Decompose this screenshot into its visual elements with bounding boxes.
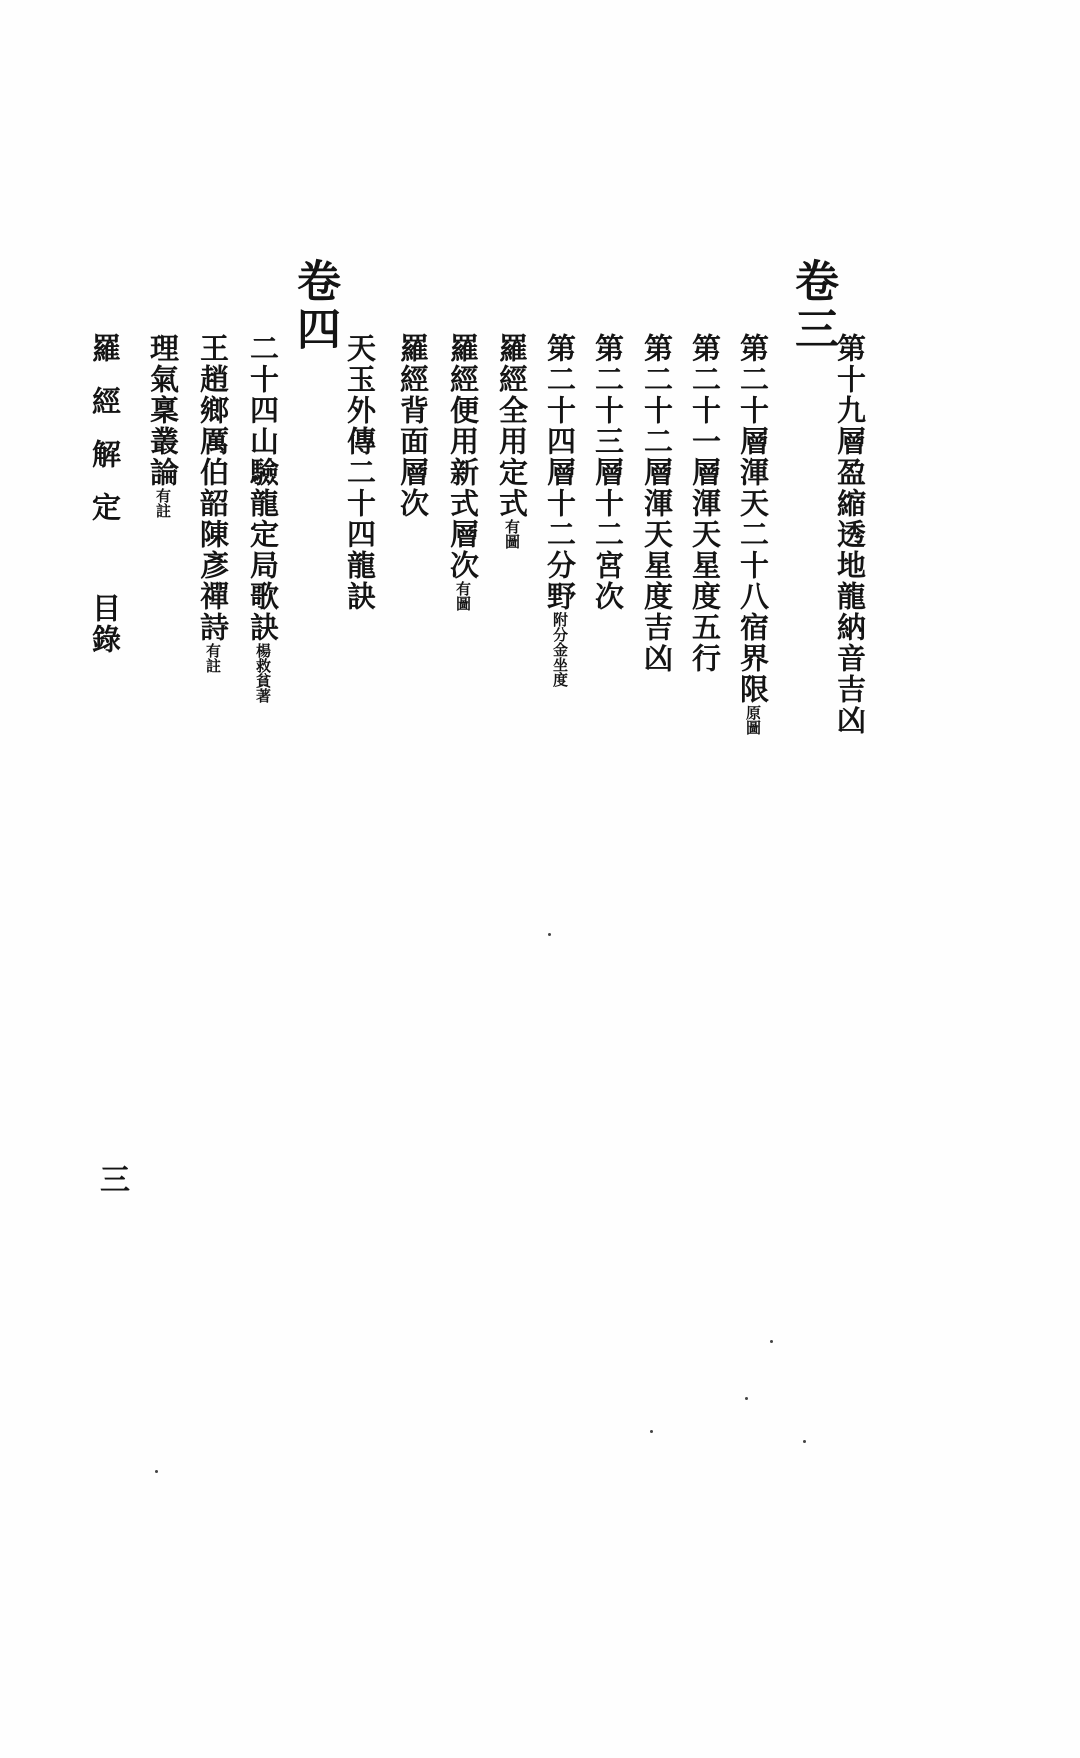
toc-entry: 羅經背面層次 — [396, 333, 430, 519]
running-footer — [88, 333, 122, 655]
scan-speck — [803, 1440, 806, 1443]
book-title-char: 定 — [88, 492, 122, 523]
toc-entry: 第二十層渾天二十八宿界限原圖 — [736, 333, 770, 735]
toc-entry-note: 有註 — [204, 643, 222, 673]
section-label: 目錄 — [88, 593, 122, 655]
toc-entry: 二十四山驗龍定局歌訣楊救貧著 — [246, 333, 280, 703]
volume-3-heading: 卷三 — [787, 258, 838, 354]
toc-entry-note: 有註 — [154, 488, 172, 518]
toc-entry: 天玉外傳二十四龍訣 — [343, 333, 377, 612]
toc-entry: 羅經便用新式層次有圖 — [446, 333, 480, 611]
scan-speck — [155, 1470, 158, 1473]
scan-speck — [548, 933, 551, 936]
toc-entry: 第二十一層渾天星度五行 — [688, 333, 722, 674]
scan-speck — [745, 1397, 748, 1400]
volume-4-heading: 卷四 — [289, 258, 340, 354]
page-number: 三 — [100, 1163, 130, 1198]
scan-speck — [770, 1340, 773, 1343]
toc-entry: 王趙鄉厲伯韶陳彥禪詩有註 — [196, 333, 230, 673]
scan-speck — [650, 1430, 653, 1433]
toc-entry: 第十九層盈縮透地龍納音吉凶 — [833, 333, 867, 736]
book-title-char: 解 — [88, 439, 122, 470]
toc-entry: 第二十三層十二宮次 — [591, 333, 625, 612]
toc-entry-note: 有圖 — [503, 519, 521, 549]
toc-entry-note: 附分金坐度 — [551, 612, 569, 687]
toc-entry-note: 有圖 — [454, 581, 472, 611]
toc-entry: 第二十四層十二分野附分金坐度 — [543, 333, 577, 687]
toc-entry: 第二十二層渾天星度吉凶 — [640, 333, 674, 674]
toc-entry-note: 原圖 — [744, 705, 762, 735]
toc-entry-note: 楊救貧著 — [254, 643, 272, 703]
book-title-char: 羅 — [88, 333, 122, 364]
toc-entry: 理氣稟叢論有註 — [146, 333, 180, 518]
toc-entry: 羅經全用定式有圖 — [495, 333, 529, 549]
book-title-char: 經 — [88, 386, 122, 417]
